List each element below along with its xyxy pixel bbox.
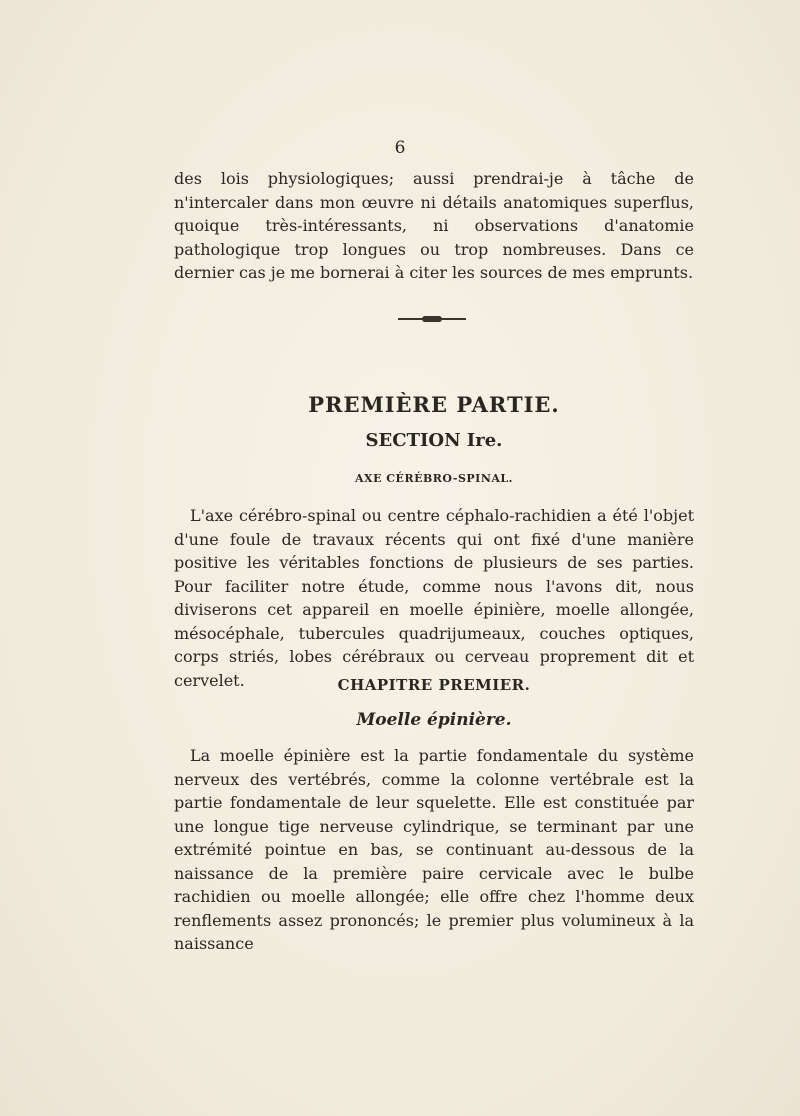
paragraph-intro: des lois physiologiques; aussi prendrai-je à tâche de n'intercaler dans mon œuvre ni détails anatomiques superflus, quoique très-intéressants, ni observations d'anatomie pathologique trop longues ou trop nombreuses. Dans ce dernier cas je me bornerai à citer les sources de mes emprunts.	[174, 169, 694, 282]
page-number: 6	[394, 138, 406, 158]
chapter-subtitle: Moelle épinière.	[356, 710, 512, 730]
axis-title: AXE CÉRÉBRO-SPINAL.	[355, 472, 513, 485]
chapter-title: CHAPITRE PREMIER.	[337, 676, 531, 694]
part-title: PREMIÈRE PARTIE.	[308, 392, 560, 417]
paragraph-axis: L'axe cérébro-spinal ou centre céphalo-rachidien a été l'objet d'une foule de travaux récents qui ont fixé d'une manière positive les véritables fonctions de plusieurs de ses parties. Pour faciliter notre étude, comme nous l'avons dit, nous diviserons cet appareil en moelle épinière, moelle allongée, mésocéphale, tubercules quadrijumeaux, couches optiques, corps striés, lobes cérébraux ou cerveau proprement dit et cervelet.	[174, 506, 694, 690]
paragraph-spinal-cord: La moelle épinière est la partie fondamentale du système nerveux des vertébrés, comme la colonne vertébrale est la partie fondamentale de leur squelette. Elle est constituée par une longue tige nerveuse cylindrique, se terminant par une extrémité pointue en bas, se continuant au-dessous de la naissance de la première paire cervicale avec le bulbe rachidien ou moelle allongée; elle offre chez l'homme deux renflements assez prononcés; le premier plus volumineux à la naissance	[174, 746, 694, 953]
ornamental-divider	[398, 318, 466, 320]
section-title: SECTION Ire.	[365, 430, 503, 451]
